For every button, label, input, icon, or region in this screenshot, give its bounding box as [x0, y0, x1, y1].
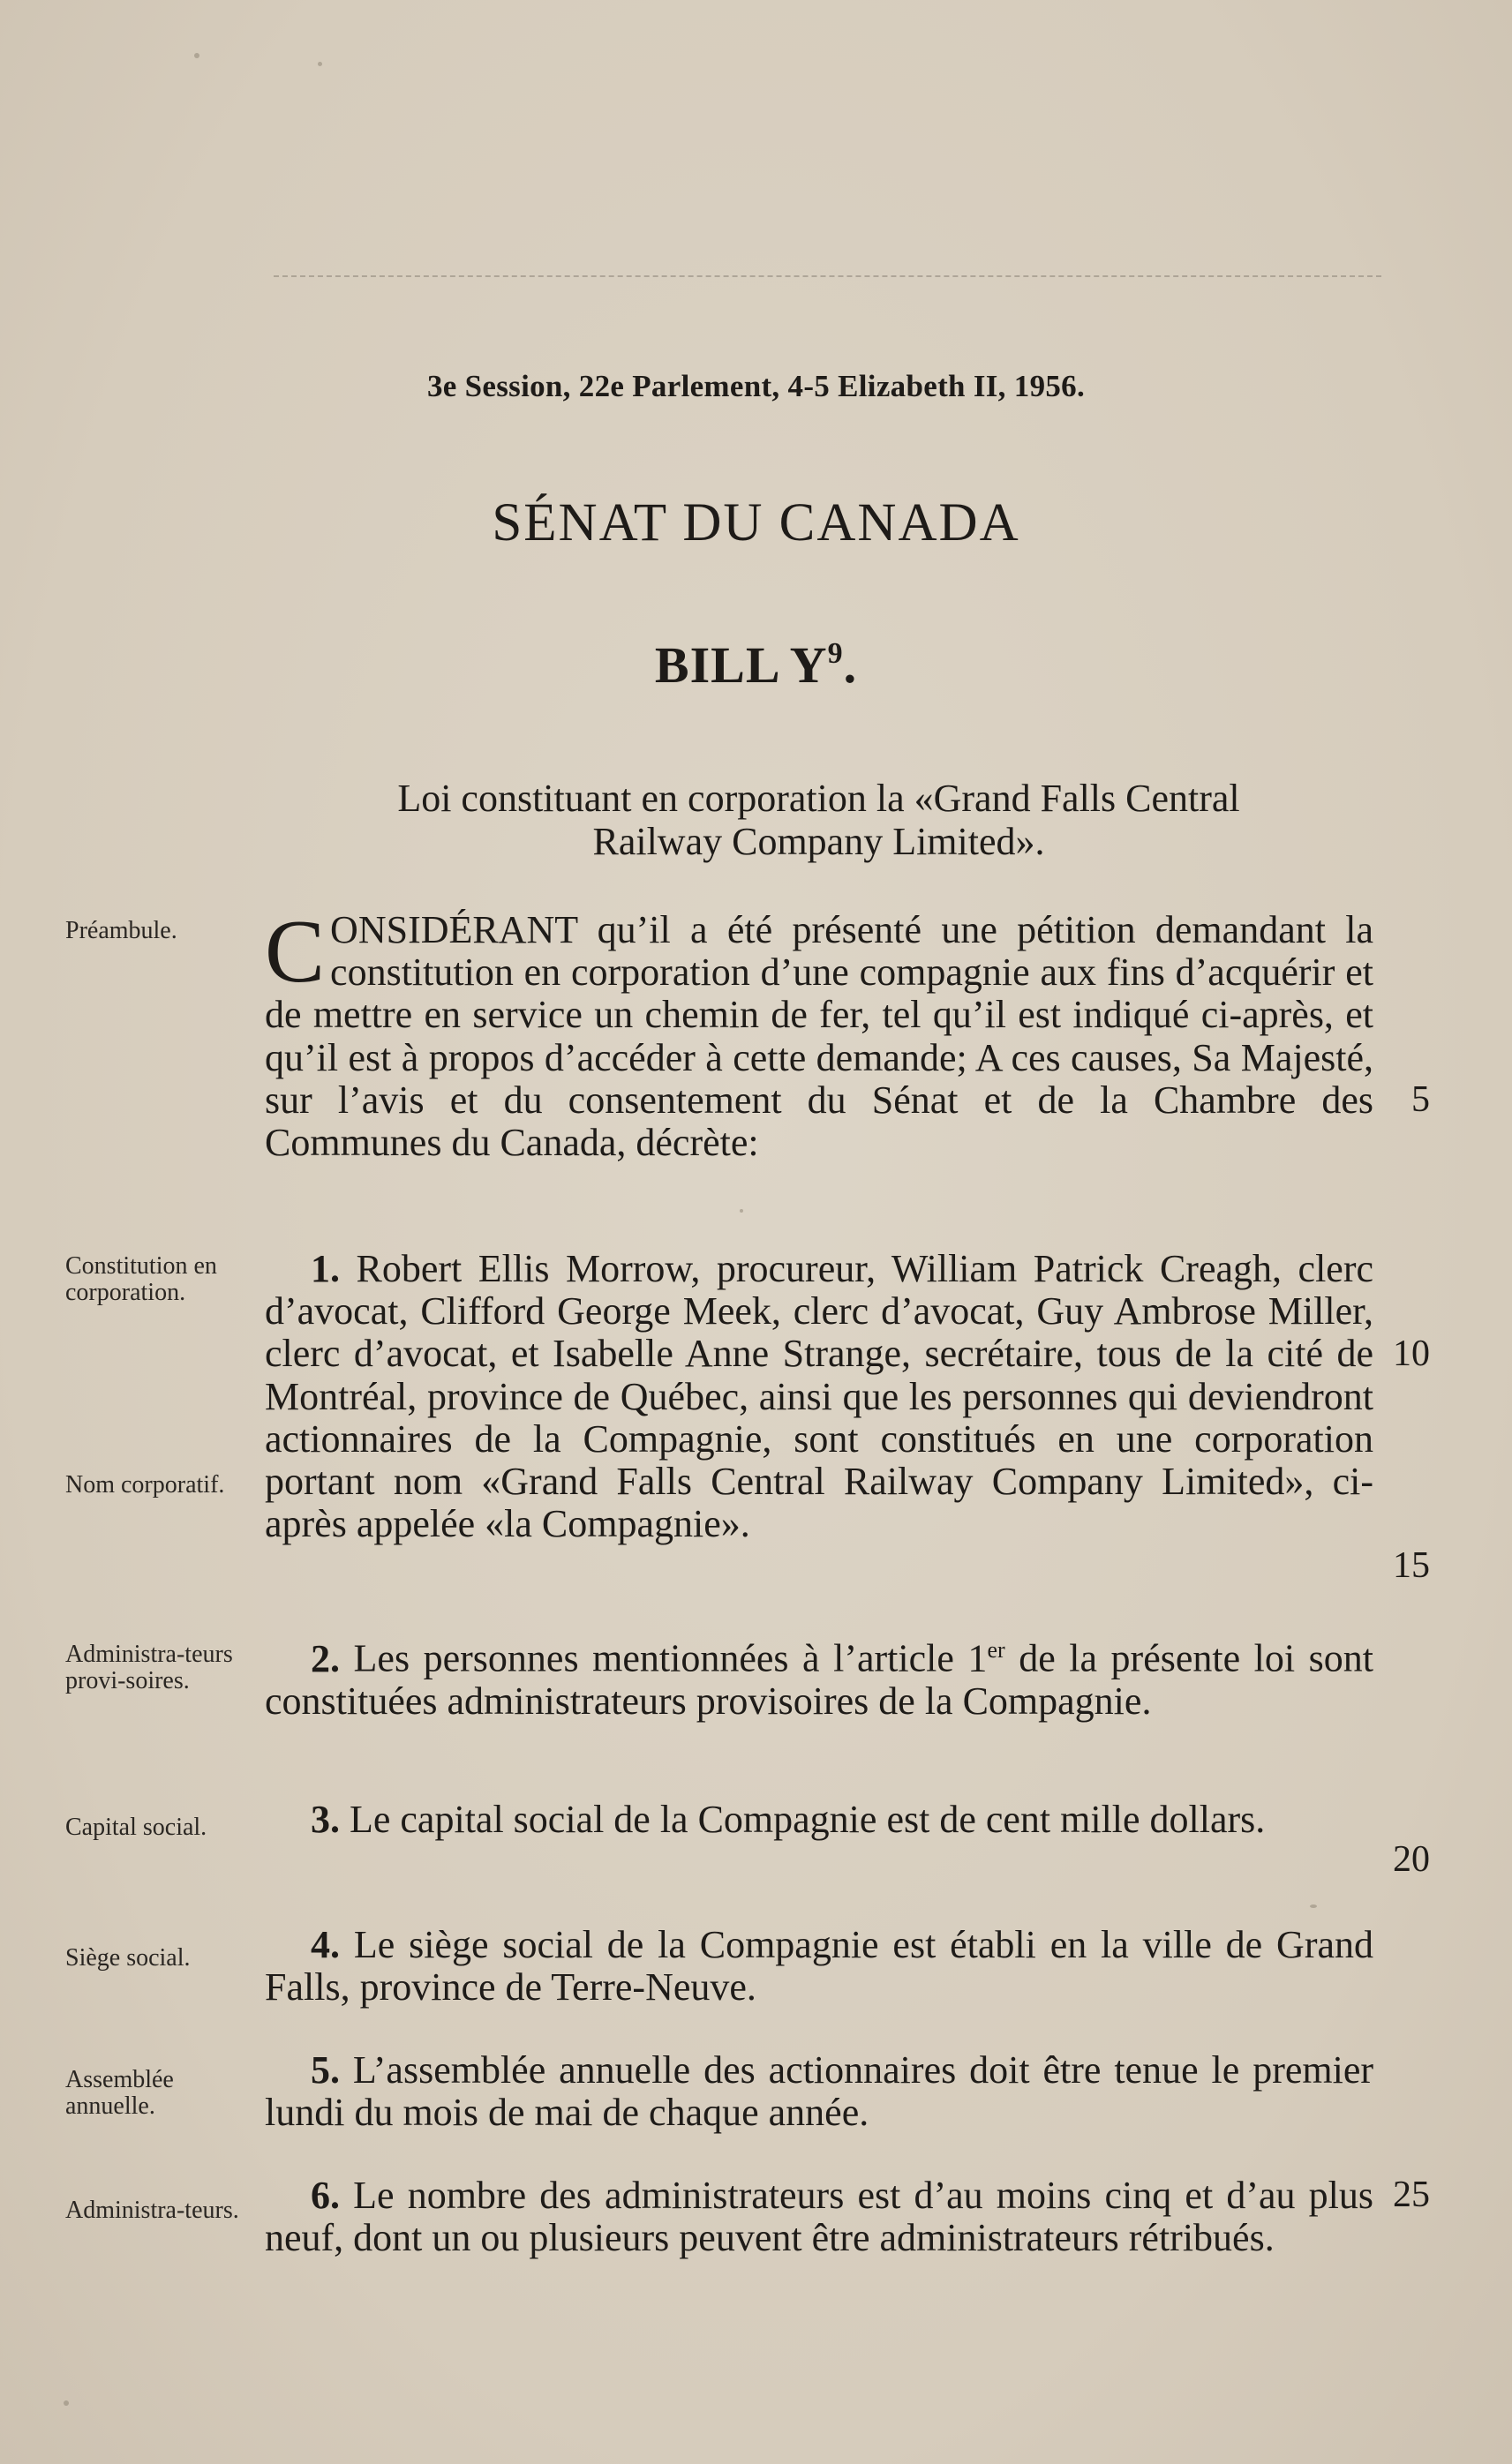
preamble-paragraph — [265, 902, 1373, 1165]
section-2-number: 2. — [311, 1636, 340, 1680]
line-number-20: 20 — [1393, 1839, 1430, 1880]
margin-note-capital: Capital social. — [65, 1814, 207, 1841]
section-4 — [265, 1924, 1373, 2009]
line-number-25: 25 — [1393, 2175, 1430, 2215]
preamble-text: ONSIDÉRANT qu’il a été présenté une pétition demandant la constitution en corporation d’une compagnie aux fins d’acquérir et de mettre en service un chemin de fer, tel qu’il est indiqué ci-après, et qu’il est à propos d’accéder à cette demande; A ces causes, Sa Majesté, sur l’avis et du consentement du Sénat et de la Chambre des Communes du Canada, décrète: — [265, 908, 1373, 1165]
margin-note-nom: Nom corporatif. — [65, 1471, 225, 1499]
top-dashed-rule — [274, 275, 1381, 277]
bill-superscript: 9 — [827, 637, 844, 670]
margin-note-preambule: Préambule. — [65, 917, 177, 944]
section-5-text: L’assemblée annuelle des actionnaires doit être tenue le premier lundi du mois de mai de chaque année. — [265, 2048, 1374, 2135]
section-2 — [265, 1629, 1373, 1723]
subtitle-line-1: Loi constituant en corporation la «Grand Falls Central — [397, 777, 1240, 820]
section-2-superscript: er — [987, 1637, 1005, 1663]
section-1 — [265, 1248, 1373, 1545]
margin-note-constitution: Constitution en corporation. — [65, 1252, 217, 1306]
bill-title — [0, 635, 1512, 695]
section-6-number: 6. — [311, 2174, 340, 2217]
section-4-number: 4. — [311, 1923, 340, 1966]
section-6 — [265, 2175, 1373, 2259]
paper-speck — [740, 1209, 743, 1213]
section-2-text-b: de la présente loi sont constituées administrateurs provisoires de la Compagnie. — [265, 1636, 1374, 1723]
line-number-15: 15 — [1393, 1545, 1430, 1586]
section-3 — [265, 1799, 1373, 1841]
paper-speck — [64, 2400, 69, 2406]
senate-title: SÉNAT DU CANADA — [492, 493, 1020, 552]
bill-period: . — [843, 636, 858, 694]
margin-note-admin-provisoires: Administra-teurs provi-soires. — [65, 1641, 233, 1694]
paper-speck — [194, 53, 199, 58]
bill-subtitle — [265, 777, 1373, 863]
preamble-dropcap: C — [265, 902, 326, 1002]
bill-label: BILL Y — [654, 636, 828, 694]
section-5-number: 5. — [311, 2048, 340, 2092]
section-6-text: Le nombre des administrateurs est d’au moins cinq et d’au plus neuf, dont un ou plusieurs peuvent être administrateurs rétribués. — [265, 2174, 1373, 2260]
margin-note-siege: Siège social. — [65, 1944, 191, 1972]
session-line: 3e Session, 22e Parlement, 4-5 Elizabeth II, 1956. — [426, 369, 1086, 403]
margin-note-assemblee: Assemblée annuelle. — [65, 2066, 174, 2120]
line-number-5: 5 — [1411, 1079, 1430, 1120]
margin-note-administrateurs: Administra-teurs. — [65, 2197, 239, 2224]
section-5 — [265, 2049, 1373, 2134]
section-1-text: Robert Ellis Morrow, procureur, William Patrick Creagh, clerc d’avocat, Clifford George Meek, clerc d’avocat, Guy Ambrose Miller, clerc d’avocat, et Isabelle Anne Strange, secrétaire, tous de la cité de Montréal, province de Québec, ainsi que les personnes qui deviendront actionnaires de la Compagnie, sont constitués en une corporation portant nom «Grand Falls Central Railway Company Limited», ci-après appelée «la Compagnie». — [265, 1247, 1374, 1546]
line-number-10: 10 — [1393, 1333, 1430, 1374]
paper-speck — [1310, 1904, 1317, 1908]
section-1-number: 1. — [311, 1247, 340, 1290]
section-2-text-a: Les personnes mentionnées à l’article 1 — [353, 1636, 988, 1680]
section-3-text: Le capital social de la Compagnie est de cent mille dollars. — [350, 1798, 1266, 1841]
section-3-number: 3. — [311, 1798, 340, 1841]
paper-speck — [318, 62, 322, 66]
section-4-text: Le siège social de la Compagnie est établi en la ville de Grand Falls, province de Terre-Neuve. — [265, 1923, 1374, 2010]
subtitle-line-2: Railway Company Limited». — [592, 820, 1045, 863]
